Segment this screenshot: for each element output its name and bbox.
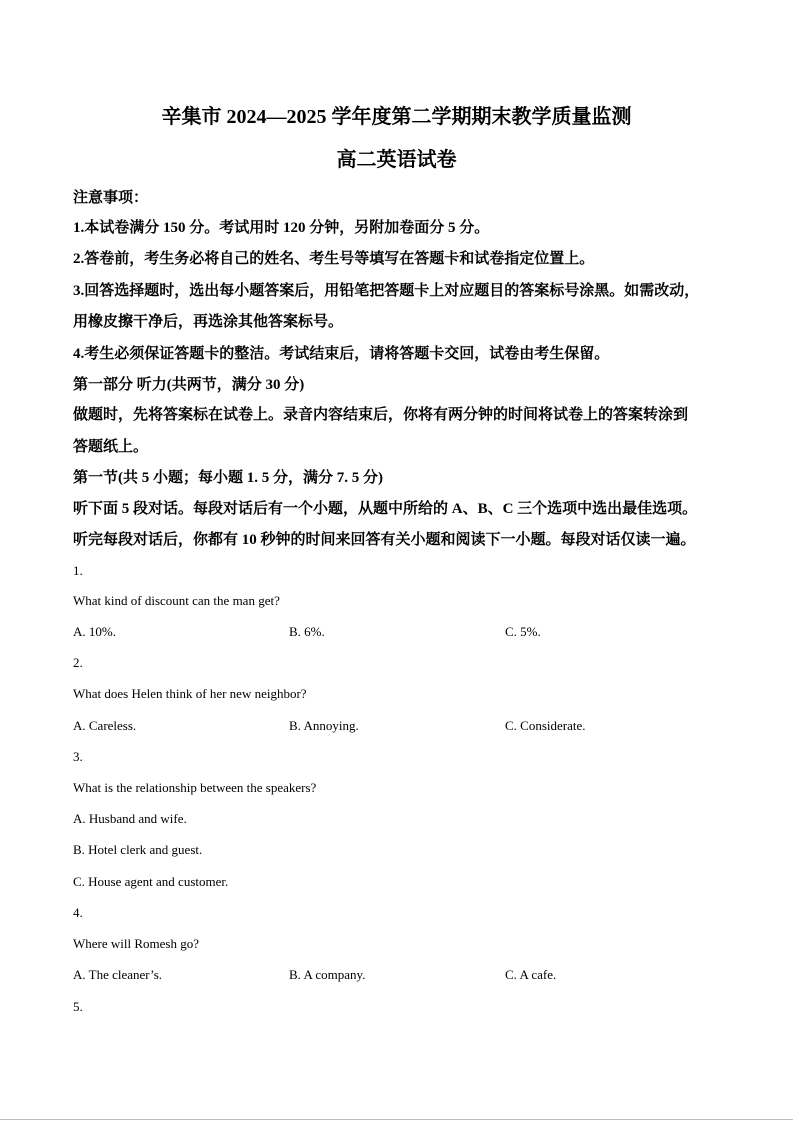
section1-heading: 第一节(共 5 小题；每小题 1. 5 分，满分 7. 5 分) (73, 470, 383, 486)
question-4-text: Where will Romesh go? (73, 936, 199, 951)
question-1-text: What kind of discount can the man get? (73, 593, 280, 608)
notice-item-3-line-2: 用橡皮擦干净后，再选涂其他答案标号。 (73, 314, 344, 330)
question-2-option-a: A. Careless. (73, 718, 137, 733)
part1-heading: 第一部分 听力(共两节，满分 30 分) (73, 377, 305, 393)
question-3-number: 3. (73, 749, 83, 764)
question-4-number: 4. (73, 905, 83, 920)
question-2-option-b: B. Annoying. (289, 718, 359, 733)
notice-item-2: 2.答卷前，考生务必将自己的姓名、考生号等填写在答题卡和试卷指定位置上。 (73, 251, 595, 267)
part1-instruction-line-2: 答题纸上。 (73, 439, 149, 455)
notice-heading: 注意事项： (73, 190, 149, 206)
question-4-option-b: B. A company. (289, 967, 366, 982)
question-5-number: 5. (73, 999, 83, 1014)
page-bottom-divider (0, 1119, 793, 1120)
notice-item-1: 1.本试卷满分 150 分。考试用时 120 分钟，另附加卷面分 5 分。 (73, 220, 490, 236)
question-1-number: 1. (73, 563, 83, 578)
question-1-option-c: C. 5%. (505, 624, 541, 639)
question-3-option-a: A. Husband and wife. (73, 811, 187, 826)
question-3-text: What is the relationship between the speakers? (73, 780, 317, 795)
question-4-option-a: A. The cleaner’s. (73, 967, 163, 982)
question-3-option-c: C. House agent and customer. (73, 874, 229, 889)
section1-instruction-line-1: 听下面 5 段对话。每段对话后有一个小题，从题中所给的 A、B、C 三个选项中选出最佳选项。 (73, 501, 698, 517)
notice-item-4: 4.考生必须保证答题卡的整洁。考试结束后，请将答题卡交回，试卷由考生保留。 (73, 346, 610, 362)
notice-item-3-line-1: 3.回答选择题时，选出每小题答案后，用铅笔把答题卡上对应题目的答案标号涂黑。如需改动， (73, 283, 700, 299)
page-subtitle: 高二英语试卷 (336, 149, 457, 171)
question-2-text: What does Helen think of her new neighbor? (73, 686, 307, 701)
question-4-option-c: C. A cafe. (505, 967, 557, 982)
question-1-option-a: A. 10%. (73, 624, 116, 639)
part1-instruction-line-1: 做题时，先将答案标在试卷上。录音内容结束后，你将有两分钟的时间将试卷上的答案转涂到 (73, 407, 689, 423)
page-title: 辛集市 2024—2025 学年度第二学期期末教学质量监测 (161, 106, 632, 128)
question-2-number: 2. (73, 655, 83, 670)
question-1-option-b: B. 6%. (289, 624, 325, 639)
question-2-option-c: C. Considerate. (505, 718, 586, 733)
section1-instruction-line-2: 听完每段对话后，你都有 10 秒钟的时间来回答有关小题和阅读下一小题。每段对话仅读一遍。 (73, 532, 696, 548)
question-3-option-b: B. Hotel clerk and guest. (73, 842, 203, 857)
